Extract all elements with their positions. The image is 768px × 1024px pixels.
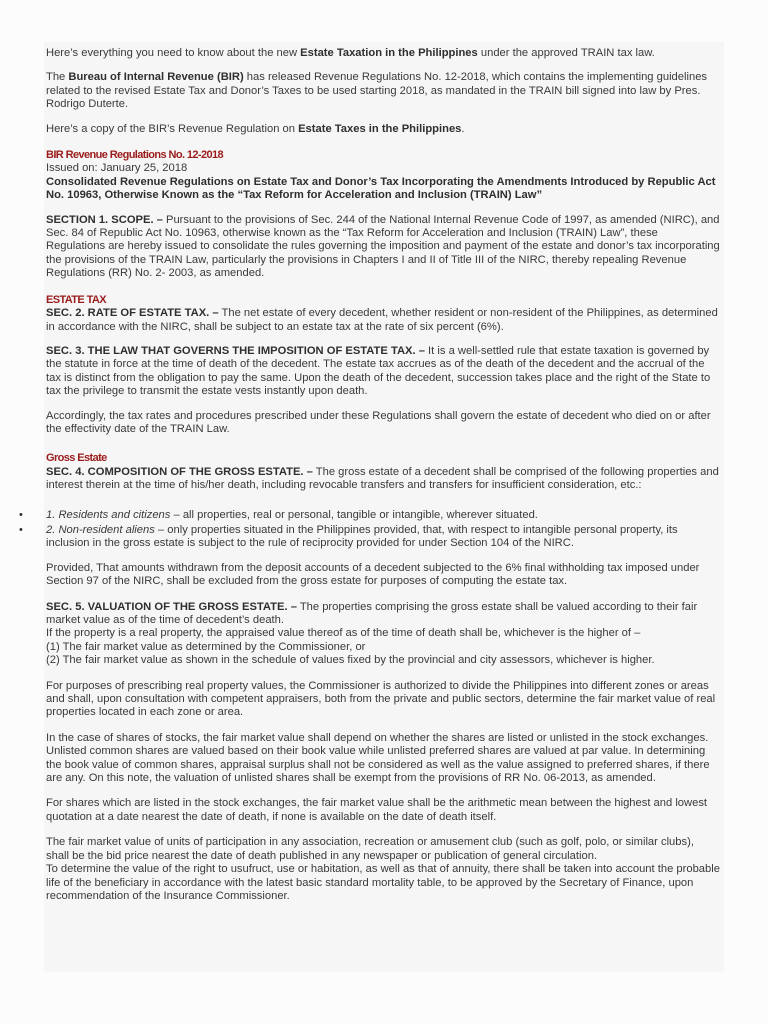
list-item: [19, 523, 720, 551]
bir-text: The: [46, 71, 69, 84]
section-2-text: The net estate of every decedent, whether resident or non-resident of the Philippines, as determined in accordance with the NIRC, shall be subject to an estate tax at the rate of six percent (6%).: [46, 307, 718, 333]
bir-text-end: has released Revenue Regulations No. 12-2018, which contains the implementing guidelines related to the revised Estate Tax and Donor’s Taxes to be used starting 2018, as mandated in the TRAIN bill signed into law by Pres. Rodrigo Duterte.: [46, 71, 708, 111]
copy-text: Here’s a copy of the BIR’s Revenue Regulation on: [46, 122, 299, 135]
copy-bold: Estate Taxes in the Philippines: [298, 122, 462, 135]
article-body: [19, 47, 720, 903]
section-5-text: The properties comprising the gross estate shall be valued according to their fair market value as of the time of decedent’s death.: [46, 600, 698, 626]
section-5-label: SEC. 5. VALUATION OF THE GROSS ESTATE. –: [46, 600, 297, 613]
shares-paragraph: In the case of shares of stocks, the fair market value shall depend on whether the shares are listed or unlisted in the stock exchanges. Unlisted common shares are valued based on their book value while unlisted preferred shares are valued at par value. In determining the book value of common shares, appraisal surplus shall not be considered as well as the value assigned to preferred shares, if there are any. On this note, the valuation of unlisted shares shall be exempt from the provisions of RR No. 06-2013, as amended.: [46, 731, 710, 785]
section-3-text: It is a well-settled rule that estate taxation is governed by the statute in force at the time of death of the decedent. The estate tax accrues as of the death of the decedent and the accrual of the tax is distinct from the obligation to pay the same. Upon the death of the decedent, succession takes place and the right of the State to tax the privilege to transmit the estate vests instantly upon death.: [46, 344, 711, 398]
bullet-icon: •: [19, 508, 23, 521]
intro-text-end: under the approved TRAIN tax law.: [477, 47, 655, 59]
section-3-label: SEC. 3. THE LAW THAT GOVERNS THE IMPOSITION OF ESTATE TAX. –: [46, 344, 425, 357]
intro-text: Here’s everything you need to know about the new: [46, 47, 301, 59]
list-item-term: 2. Non-resident aliens: [46, 523, 155, 536]
section-5: [46, 601, 720, 628]
issued-date: Issued on: January 25, 2018: [46, 162, 188, 175]
intro-paragraph: [46, 47, 720, 60]
usufruct-paragraph: To determine the value of the right to usufruct, use or habitation, as well as that of annuity, there shall be taken into account the probable life of the beneficiary in accordance with the latest basic standard mortality table, to be approved by the Secretary of Finance, upon recommendation of the Insurance Commissioner.: [46, 863, 720, 902]
provided-paragraph: Provided, That amounts withdrawn from the deposit accounts of a decedent subjected to the 6% final withholding tax imposed under Section 97 of the NIRC, shall be excluded from the gross estate for purposes of computing the estate tax.: [46, 561, 700, 588]
section-1-label: SECTION 1. SCOPE. –: [46, 213, 163, 226]
listed-shares-paragraph: For shares which are listed in the stock exchanges, the fair market value shall be the arithmetic mean between the highest and lowest quotation at a date nearest the date of death, if none is available on the date of death itself.: [46, 797, 708, 823]
section-5-line-2: (1) The fair market value as determined by the Commissioner, or: [46, 640, 366, 653]
list-item: [19, 508, 720, 522]
section-4-label: SEC. 4. COMPOSITION OF THE GROSS ESTATE. –: [46, 465, 313, 478]
regulation-title-text: Consolidated Revenue Regulations on Estate Tax and Donor’s Tax Incorporating the Amendments Introduced by Republic Act No. 10963, Otherwise Known as the “Tax Reform for Acceleration and Inclusion (TRAIN) Law”: [46, 175, 716, 202]
gross-estate-list: [19, 508, 720, 551]
zones-paragraph: For purposes of prescribing real property values, the Commissioner is authorized to divide the Philippines into different zones or areas and shall, upon consultation with competent appraisers, both from the private and public sectors, determine the fair market value of real properties located in each zone or area.: [46, 679, 716, 719]
section-3-paragraph-2: Accordingly, the tax rates and procedures prescribed under these Regulations shall govern the estate of decedent who died on or after the effectivity date of the TRAIN Law.: [46, 409, 711, 435]
section-4-text: The gross estate of a decedent shall be comprised of the following properties and interest therein at the time of his/her death, including revocable transfers and transfers for insufficient consideration, etc.:: [46, 465, 719, 492]
gross-estate-heading: Gross Estate: [46, 452, 107, 465]
regulation-heading: BIR Revenue Regulations No. 12-2018: [46, 149, 224, 162]
section-5-line-1: If the property is a real property, the appraised value thereof as of the time of death shall be, whichever is the higher of –: [46, 627, 641, 640]
list-item-text: – only properties situated in the Philippines provided, that, with respect to intangible personal property, its inclusion in the gross estate is subject to the rule of reciprocity provided for under Section 104 of the NIRC.: [46, 523, 678, 550]
club-paragraph: The fair market value of units of participation in any association, recreation or amusement club (such as golf, polo, or similar clubs), shall be the bid price nearest the date of death published in any newspaper or publication of general circulation.: [46, 836, 694, 862]
list-item-term: 1. Residents and citizens: [46, 508, 171, 521]
list-item-text: – all properties, real or personal, tangible or intangible, wherever situated.: [170, 508, 538, 521]
copy-paragraph: [46, 123, 720, 136]
bir-paragraph: [46, 71, 720, 111]
estate-tax-heading: ESTATE TAX: [46, 293, 107, 306]
bir-bold: Bureau of Internal Revenue (BIR): [68, 71, 244, 84]
section-4: [46, 466, 720, 493]
section-1: [46, 214, 720, 281]
section-3: [46, 345, 720, 399]
section-2: [46, 307, 720, 334]
bullet-icon: •: [19, 523, 23, 536]
section-2-label: SEC. 2. RATE OF ESTATE TAX. –: [46, 307, 219, 320]
copy-text-end: .: [461, 122, 465, 135]
regulation-title: [46, 176, 720, 203]
section-1-text: Pursuant to the provisions of Sec. 244 of the National Internal Revenue Code of 1997, as amended (NIRC), and Sec. 84 of Republic Act No. 10963, otherwise known as the “Tax Reform for Acceleration and Inclusion (TRAIN) Law”, these Regulations are hereby issued to consolidate the rules governing the imposition and payment of the estate and donor’s tax incorporating the provisions of the TRAIN Law, particularly the provisions in Chapters I and II of Title III of the NIRC, thereby repealing Revenue Regulations (RR) No. 2- 2003, as amended.: [46, 213, 720, 280]
section-5-line-3: (2) The fair market value as shown in the schedule of values fixed by the provincial and city assessors, whichever is higher.: [46, 654, 655, 667]
intro-bold: Estate Taxation in the Philippines: [300, 47, 478, 59]
